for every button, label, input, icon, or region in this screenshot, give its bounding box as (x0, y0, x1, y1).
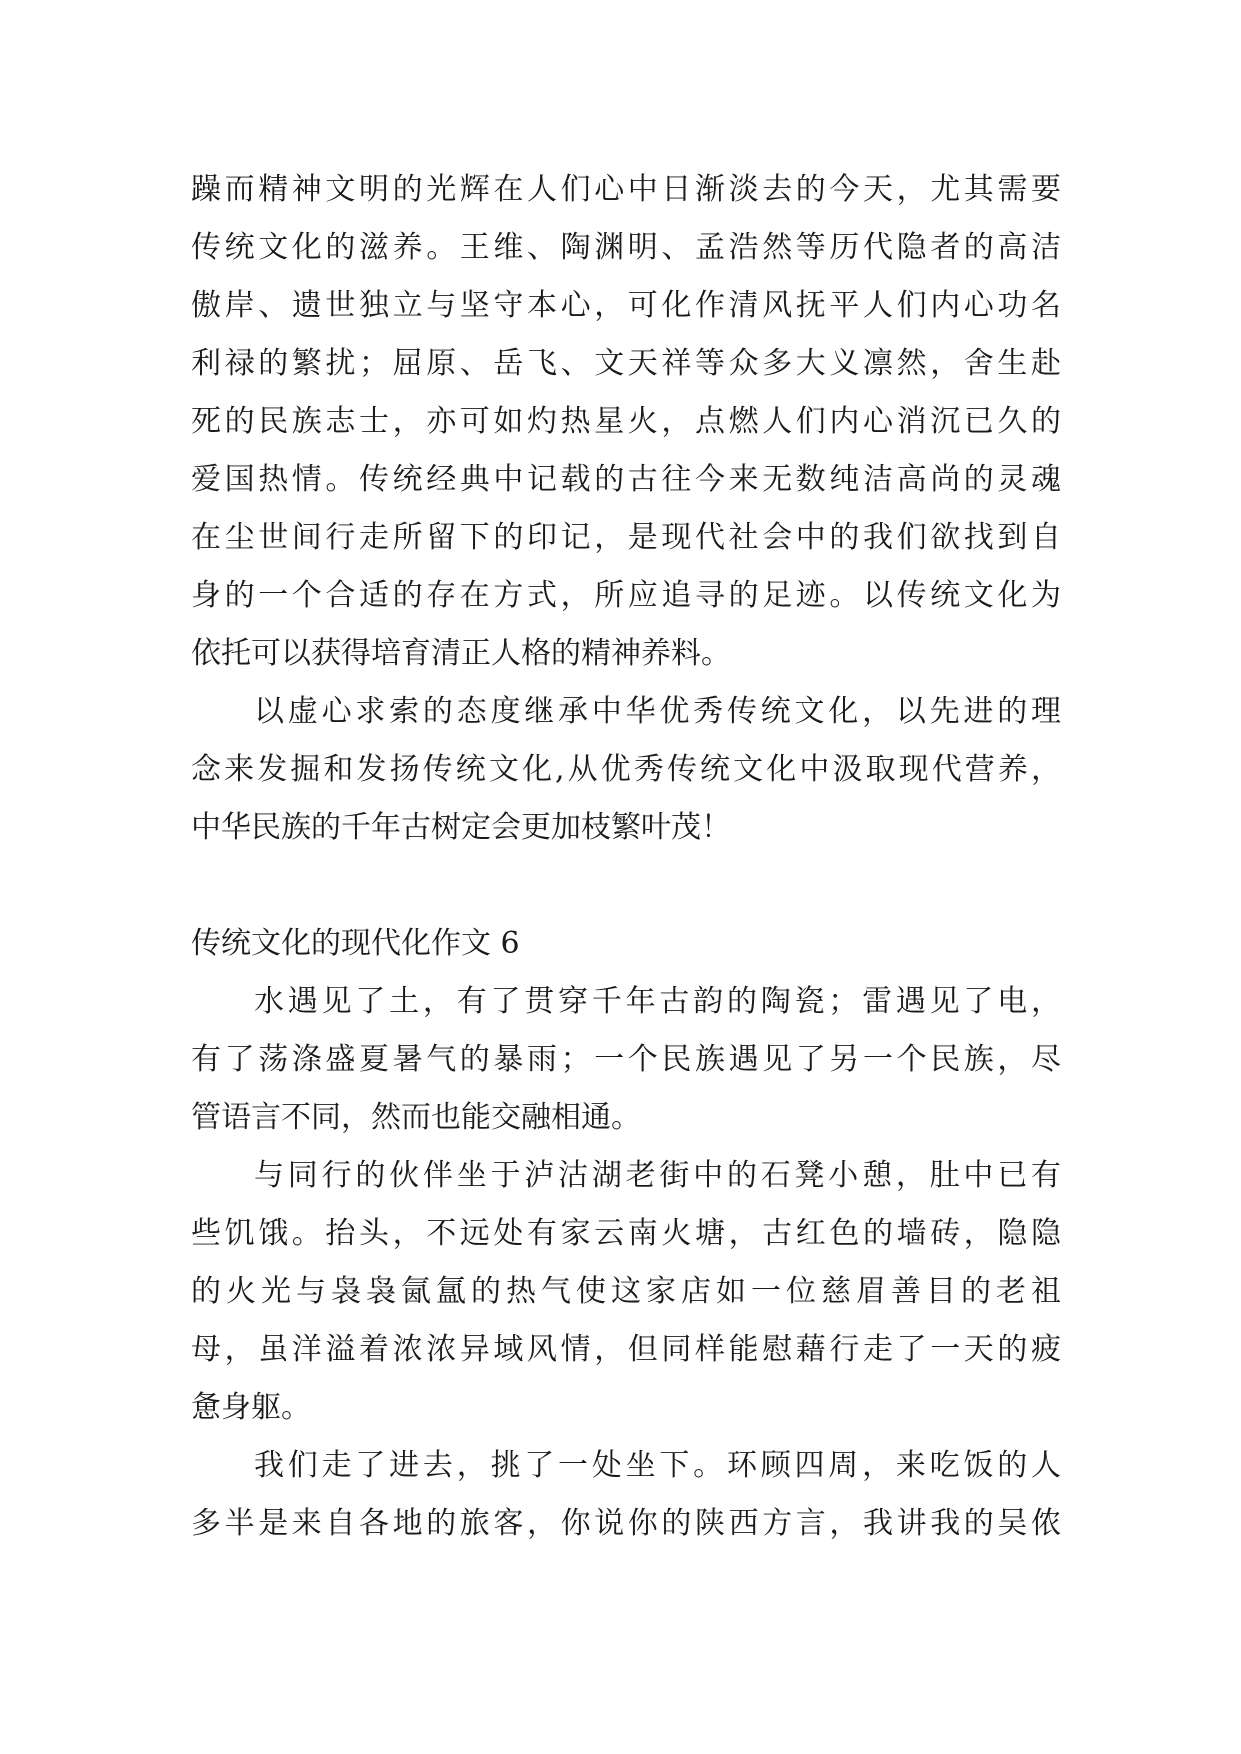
text-line: 利禄的繁扰；屈原、岳飞、文天祥等众多大义凛然，舍生赴 (191, 346, 1061, 381)
text-line: 躁而精神文明的光辉在人们心中日渐淡去的今天，尤其需要 (191, 172, 1061, 207)
text-line: 在尘世间行走所留下的印记，是现代社会中的我们欲找到自 (191, 520, 1061, 555)
text-line: 管语言不同，然而也能交融相通。 (191, 1100, 641, 1135)
section-title: 传统文化的现代化作文 6 (191, 926, 520, 961)
paragraph-restaurant (191, 1437, 1061, 1553)
section-gap (191, 857, 1061, 915)
text-line: 中华民族的千年古树定会更加枝繁叶茂！ (191, 810, 731, 845)
text-line: 依托可以获得培育清正人格的精神养料。 (191, 636, 731, 671)
paragraph-conclusion (191, 683, 1061, 857)
document-body (191, 161, 1061, 1553)
text-line: 我们走了进去，挑了一处坐下。环顾四周，来吃饭的人 (254, 1448, 1061, 1483)
text-line: 些饥饿。抬头，不远处有家云南火塘，古红色的墙砖，隐隐 (191, 1216, 1061, 1251)
text-line: 念来发掘和发扬传统文化,从优秀传统文化中汲取现代营养， (191, 752, 1061, 787)
text-line: 以虚心求索的态度继承中华优秀传统文化，以先进的理 (254, 694, 1061, 729)
text-line: 母，虽洋溢着浓浓异域风情，但同样能慰藉行走了一天的疲 (191, 1332, 1061, 1367)
text-line: 有了荡涤盛夏暑气的暴雨；一个民族遇见了另一个民族，尽 (191, 1042, 1061, 1077)
text-line: 死的民族志士，亦可如灼热星火，点燃人们内心消沉已久的 (191, 404, 1061, 439)
text-line: 传统文化的滋养。王维、陶渊明、孟浩然等历代隐者的高洁 (191, 230, 1061, 265)
paragraph-intro (191, 973, 1061, 1147)
text-line: 多半是来自各地的旅客，你说你的陕西方言，我讲我的吴侬 (191, 1506, 1061, 1541)
text-line: 傲岸、遗世独立与坚守本心，可化作清风抚平人们内心功名 (191, 288, 1061, 323)
paragraph-lugu-lake (191, 1147, 1061, 1437)
paragraph-spiritual-nourishment (191, 161, 1061, 683)
text-line: 水遇见了土，有了贯穿千年古韵的陶瓷；雷遇见了电， (254, 984, 1061, 1019)
text-line: 与同行的伙伴坐于泸沽湖老街中的石凳小憩，肚中已有 (254, 1158, 1061, 1193)
text-line: 身的一个合适的存在方式，所应追寻的足迹。以传统文化为 (191, 578, 1061, 613)
text-line: 的火光与袅袅氤氲的热气使这家店如一位慈眉善目的老祖 (191, 1274, 1061, 1309)
text-line: 惫身躯。 (191, 1390, 311, 1425)
text-line: 爱国热情。传统经典中记载的古往今来无数纯洁高尚的灵魂 (191, 462, 1061, 497)
